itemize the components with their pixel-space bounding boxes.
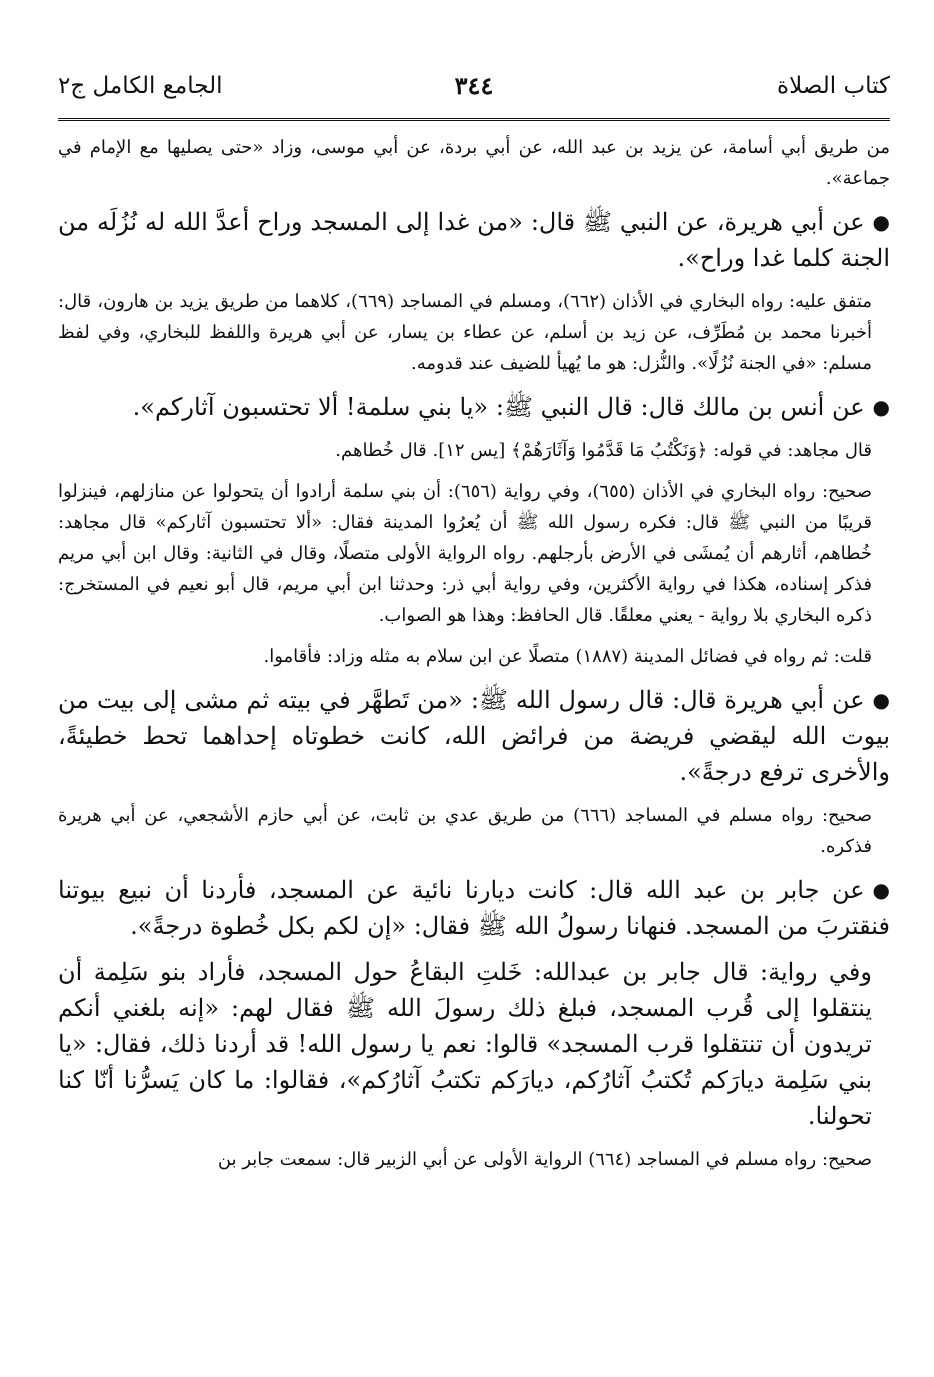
page-header xyxy=(58,70,890,110)
footnote-text: قال مجاهد: في قوله: ﴿وَنَكْتُبُ مَا قَدَّمُوا وَآثَارَهُمْ﴾ [يس ١٢]. قال خُطاهم. xyxy=(335,440,872,461)
hadith-paragraph xyxy=(58,389,890,425)
footnote-paragraph xyxy=(58,800,890,862)
footnote-paragraph xyxy=(58,435,890,466)
book-page xyxy=(58,70,890,1185)
hadith-text: عن أبي هريرة، عن النبي ﷺ قال: «من غدا إلى المسجد وراح أعدَّ الله له نُزُلَه من الجنة كلما غدا وراح». xyxy=(58,208,890,272)
bullet-icon: ● xyxy=(872,395,890,419)
page-content xyxy=(58,132,890,1175)
chapter-title: كتاب الصلاة xyxy=(777,73,890,99)
hadith-continuation xyxy=(58,954,890,1134)
footnote-text: قلت: ثم رواه في فضائل المدينة (١٨٨٧) متصلًا عن ابن سلام به مثله وزاد: فأقاموا. xyxy=(263,646,872,667)
hadith-text: عن جابر بن عبد الله قال: كانت ديارنا نائية عن المسجد، فأردنا أن نبيع بيوتنا فنقتربَ من المسجد. فنهانا رسولُ الله ﷺ فقال: «إن لكم بكل خُطوة درجةً». xyxy=(58,876,890,940)
book-title: الجامع الكامل ج٢ xyxy=(58,73,223,99)
footnote-paragraph xyxy=(58,641,890,672)
hadith-paragraph xyxy=(58,682,890,790)
bullet-icon: ● xyxy=(872,688,890,712)
hadith-paragraph xyxy=(58,872,890,944)
hadith-text: وفي رواية: قال جابر بن عبدالله: خَلتِ البقاعُ حول المسجد، فأراد بنو سَلِمة أن ينتقلوا إلى قُرب المسجد، فبلغ ذلك رسولَ الله ﷺ فقال لهم: «إنه بلغني أنكم تريدون أن تنتقلوا قرب المسجد» قالوا: نعم يا رسول الله! قد أردنا ذلك، فقال: «يا بني سَلِمة ديارَكم تُكتبُ آثارُكم، ديارَكم تكتبُ آثارُكم»، فقالوا: ما كان يَسرُّنا أنّا كنا تحولنا. xyxy=(58,958,873,1130)
hadith-text: عن أبي هريرة قال: قال رسول الله ﷺ: «من تَطهَّر في بيته ثم مشى إلى بيت من بيوت الله ليقضي فريضة من فرائض الله، كانت خطوتاه إحداهما تحط خطيئةً، والأخرى ترفع درجةً». xyxy=(58,686,891,786)
footnote-text: من طريق أبي أسامة، عن يزيد بن عبد الله، عن أبي بردة، عن أبي موسى، وزاد «حتى يصليها مع الإمام في جماعة». xyxy=(58,137,890,189)
bullet-icon: ● xyxy=(872,878,890,902)
footnote-text: صحيح: رواه مسلم في المساجد (٦٦٤) الرواية الأولى عن أبي الزبير قال: سمعت جابر بن xyxy=(217,1149,872,1170)
footnote-paragraph xyxy=(58,476,890,631)
hadith-paragraph xyxy=(58,204,890,276)
footnote-text: صحيح: رواه مسلم في المساجد (٦٦٦) من طريق عدي بن ثابت، عن أبي حازم الأشجعي، عن أبي هريرة فذكره. xyxy=(58,805,872,857)
page-number: ٣٤٤ xyxy=(454,71,494,100)
hadith-text: عن أنس بن مالك قال: قال النبي ﷺ: «يا بني سلمة! ألا تحتسبون آثاركم». xyxy=(132,393,865,421)
footnote-paragraph xyxy=(58,286,890,379)
footnote-paragraph xyxy=(58,1144,890,1175)
footnote-text: صحيح: رواه البخاري في الأذان (٦٥٥)، وفي رواية (٦٥٦): أن بني سلمة أرادوا أن يتحولوا عن منازلهم، فينزلوا قريبًا من النبي ﷺ قال: فكره رسول الله ﷺ أن يُعرُوا المدينة فقال: «ألا تحتسبون آثاركم» قال مجاهد: خُطاهم، أثارهم أن يُمشَى في الأرض بأرجلهم. رواه الرواية الأولى متصلًا، وقال في الثانية: وقال ابن أبي مريم فذكر إسناده، هكذا في رواية الأكثرين، وفي رواية أبي ذر: وحدثنا ابن أبي مريم، قال أبو نعيم في المستخرج: ذكره البخاري بلا رواية - يعني معلقًا. قال الحافظ: وهذا هو الصواب. xyxy=(58,481,872,626)
header-divider xyxy=(58,118,890,122)
footnote-paragraph xyxy=(58,132,890,194)
footnote-text: متفق عليه: رواه البخاري في الأذان (٦٦٢)، ومسلم في المساجد (٦٦٩)، كلاهما من طريق يزيد بن هارون، قال: أخبرنا محمد بن مُطَرِّف، عن زيد بن أسلم، عن عطاء بن يسار، عن أبي هريرة واللفظ للبخاري، وفي لفظ مسلم: «في الجنة نُزُلًا». والنُّزل: هو ما يُهيأ للضيف عند قدومه. xyxy=(58,291,873,374)
bullet-icon: ● xyxy=(872,210,890,234)
